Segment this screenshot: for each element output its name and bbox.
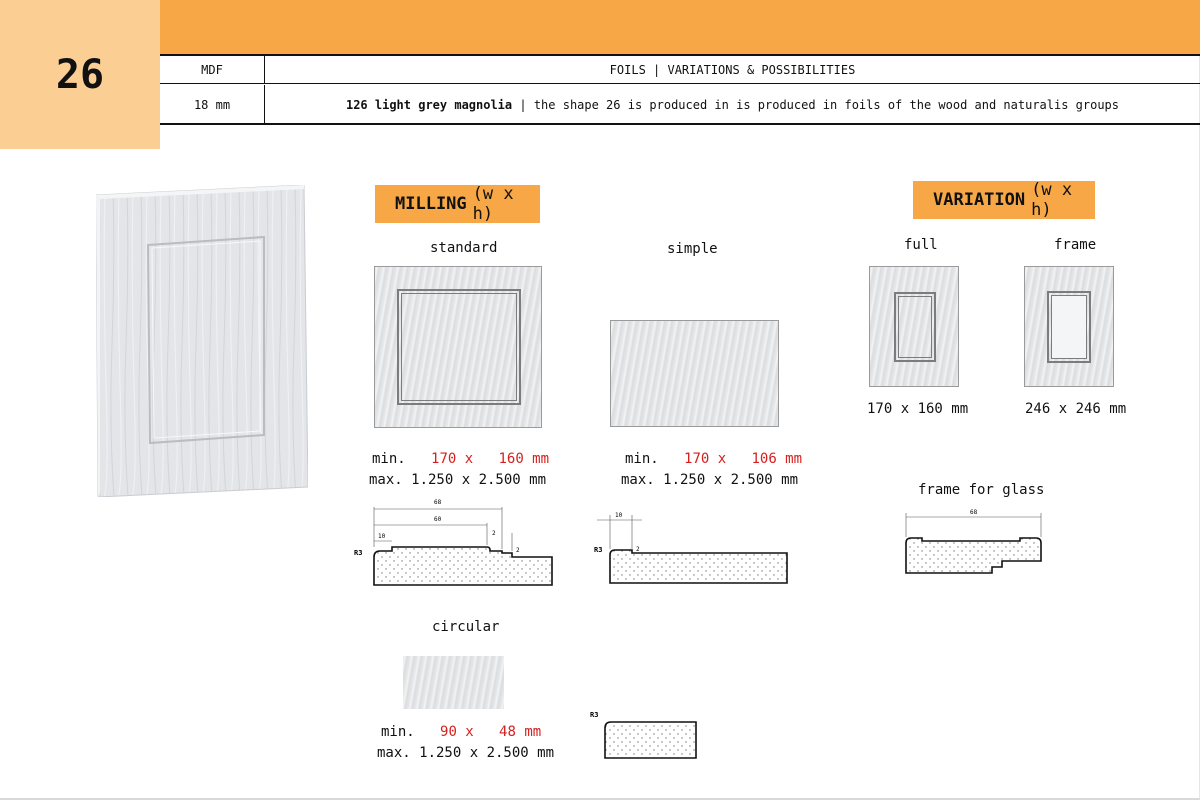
foil-name: 126 light grey magnolia	[345, 98, 513, 112]
model-code: 26	[55, 51, 105, 98]
std-dim-68: 68	[434, 499, 442, 506]
standard-min-line: min. 170 x 160 mm	[372, 451, 550, 467]
standard-min-h: 160 mm	[498, 451, 550, 467]
milling-tag	[375, 185, 540, 223]
simple-grain	[611, 321, 778, 426]
milling-tag-rest: (w x h)	[472, 184, 514, 224]
circular-min-w: 90 x	[440, 724, 474, 740]
simple-dim-10: 10	[615, 512, 623, 519]
full-inner-frame	[894, 292, 936, 362]
variation-tag-rest: (w x h)	[1031, 180, 1073, 220]
full-swatch	[869, 266, 959, 387]
frame-size: 246 x 246 mm	[1025, 401, 1127, 417]
std-dim-2a: 2	[492, 530, 496, 537]
standard-swatch	[374, 266, 542, 428]
circular-label: circular	[432, 619, 500, 635]
foil-description	[265, 85, 1200, 125]
top-orange-band	[160, 0, 1200, 54]
frame-swatch	[1024, 266, 1114, 387]
simple-profile-drawing	[592, 505, 802, 590]
simple-swatch	[610, 320, 779, 427]
circular-r3: R3	[590, 711, 599, 719]
foil-text: | the shape 26 is produced in is produced in foils of the wood and naturalis groups	[512, 98, 1120, 112]
frame-for-glass-label: frame for glass	[918, 482, 1045, 498]
variation-tag-bold: VARIATION	[933, 190, 1026, 210]
simple-dim-2: 2	[636, 546, 640, 553]
simple-min-w: 170 x	[684, 451, 727, 467]
frame-inner-frame	[1047, 291, 1091, 363]
circular-min-line: min. 90 x 48 mm	[381, 724, 542, 740]
circular-profile-drawing	[588, 708, 708, 763]
standard-max-line: max. 1.250 x 2.500 mm	[369, 472, 547, 488]
header-row-values	[160, 85, 1200, 125]
glass-profile-drawing	[900, 505, 1050, 580]
circular-min-h: 48 mm	[499, 724, 542, 740]
header-table	[160, 54, 1200, 125]
std-dim-10: 10	[378, 533, 386, 540]
frame-label: frame	[1054, 237, 1097, 253]
standard-inner-frame	[397, 289, 521, 405]
full-size: 170 x 160 mm	[867, 401, 969, 417]
model-code-block	[0, 0, 160, 149]
header-title: FOILS | VARIATIONS & POSSIBILITIES	[609, 62, 856, 77]
material-label: MDF	[160, 56, 265, 83]
simple-min-line: min. 170 x 106 mm	[625, 451, 803, 467]
standard-label: standard	[430, 240, 498, 256]
thickness-value: 18 mm	[160, 85, 265, 125]
milling-tag-bold: MILLING	[395, 194, 467, 214]
std-dim-2b: 2	[516, 547, 520, 554]
glass-dim-68: 68	[970, 509, 978, 516]
circular-max-line: max. 1.250 x 2.500 mm	[377, 745, 555, 761]
circular-swatch	[403, 656, 504, 709]
simple-r3: R3	[594, 546, 603, 554]
standard-profile-drawing	[352, 495, 562, 590]
variation-tag	[913, 181, 1095, 219]
std-r3: R3	[354, 549, 363, 557]
standard-min-w: 170 x	[431, 451, 474, 467]
simple-label: simple	[667, 241, 718, 257]
full-label: full	[904, 237, 938, 253]
std-dim-60: 60	[434, 516, 442, 523]
simple-min-h: 106 mm	[751, 451, 803, 467]
door-photo	[96, 185, 308, 497]
header-row-titles	[160, 56, 1200, 84]
circular-grain	[403, 656, 504, 709]
simple-max-line: max. 1.250 x 2.500 mm	[621, 472, 799, 488]
